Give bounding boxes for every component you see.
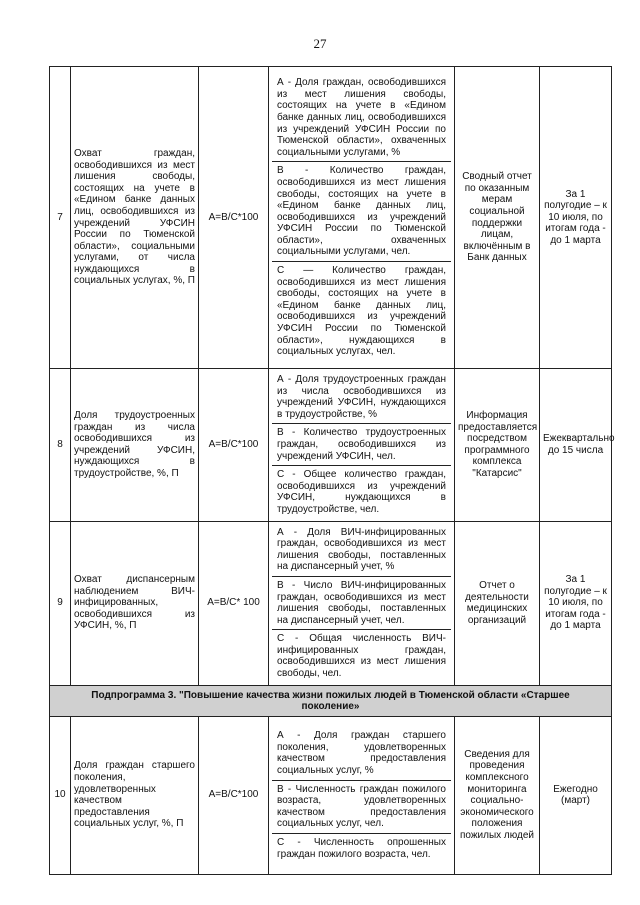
deadline: Ежегодно (март): [540, 716, 612, 874]
deadline: Ежеквартально до 15 числа: [540, 369, 612, 522]
data-source: Информация предоставляется посредством программного комплекса "Катарсис": [455, 369, 540, 522]
data-source: Сведения для проведения комплексного мониторинга социально-экономического положения пожилых людей: [455, 716, 540, 874]
table-row: [50, 67, 612, 369]
formula: А=В/С* 100: [199, 521, 269, 685]
row-number: 10: [50, 716, 71, 874]
component-a: А - Доля граждан старшего поколения, удовлетворенных качеством предоставления социальных услуг, %: [272, 727, 451, 780]
table-row: [50, 716, 612, 874]
component-b: В - Количество трудоустроенных граждан, освободившихся из учреждений УФСИН, чел.: [272, 424, 451, 466]
indicator-name: Охват диспансерным наблюдением ВИЧ-инфицированных, освободившихся из УФСИН, %, П: [71, 521, 199, 685]
component-b: В - Численность граждан пожилого возраста, удовлетворенных качеством предоставления социальных услуг, чел.: [272, 781, 451, 834]
row-number: 8: [50, 369, 71, 522]
component-c: С — Количество граждан, освободившихся из мест лишения свободы, состоящих на учете в «Едином банке данных лиц, освободившихся из учреждений УФСИН России по Тюменской области», нуждающихся в социальных услугах, чел.: [277, 265, 446, 358]
indicators-table: [49, 66, 615, 875]
component-a: А - Доля граждан, освободившихся из мест лишения свободы, состоящих на учете в «Едином банке данных лиц, освободившихся из учреждений УФСИН России по Тюменской области», охваченных социальными услугами, %: [272, 74, 451, 162]
component-c: С - Общее количество граждан, освободившихся из учреждений УФСИН, нуждающихся в трудоустройстве, чел.: [277, 469, 446, 515]
table-row: [50, 369, 612, 522]
indicator-name: Охват граждан, освободившихся из мест лишения свободы, состоящих на учете в «Едином банке данных лиц, освободившихся из учреждений УФСИН России по Тюменской области», социальными услугами, от числа нуждающихся в социальных услугах, %, П: [71, 67, 199, 369]
component-c: С - Общая численность ВИЧ-инфицированных граждан, освободившихся из мест лишения свободы, чел.: [277, 633, 446, 680]
subprogram-header-row: [50, 685, 612, 716]
formula: А=В/С*100: [199, 716, 269, 874]
indicator-name: Доля трудоустроенных граждан из числа освободившихся из учреждений УФСИН, нуждающихся в трудоустройстве, %, П: [71, 369, 199, 522]
component-b: В - Количество граждан, освободившихся из мест лишения свободы, состоящих на учете в «Едином банке данных лиц, освободившихся из учреждений УФСИН России по Тюменской области», охваченных социальными услугами, чел.: [272, 162, 451, 262]
deadline: За 1 полугодие – к 10 июля, по итогам года - до 1 марта: [540, 67, 612, 369]
formula-components: [269, 369, 455, 522]
row-number: 7: [50, 67, 71, 369]
component-b: В - Число ВИЧ-инфицированных граждан, освободившихся из мест лишения свободы, поставленных на диспансерный учет, чел.: [272, 577, 451, 630]
formula: А=В/С*100: [199, 369, 269, 522]
formula-components: [269, 716, 455, 874]
formula-components: [269, 67, 455, 369]
formula: А=В/С*100: [199, 67, 269, 369]
indicator-name: Доля граждан старшего поколения, удовлетворенных качеством предоставления социальных услуг, %, П: [71, 716, 199, 874]
component-a: А - Доля трудоустроенных граждан из числа освободившихся из учреждений УФСИН, нуждающихся в трудоустройстве, %: [272, 371, 451, 424]
data-source: Отчет о деятельности медицинских организаций: [455, 521, 540, 685]
table-row: [50, 521, 612, 685]
data-source: Сводный отчет по оказанным мерам социальной поддержки лицам, включённым в Банк данных: [455, 67, 540, 369]
component-c: С - Численность опрошенных граждан пожилого возраста, чел.: [277, 836, 446, 860]
deadline: За 1 полугодие – к 10 июля, по итогам года - до 1 марта: [540, 521, 612, 685]
formula-components: [269, 521, 455, 685]
component-a: А - Доля ВИЧ-инфицированных граждан, освободившихся из мест лишения свободы, поставленных на диспансерный учет, %: [272, 524, 451, 577]
row-number: 9: [50, 521, 71, 685]
subprogram-title: Подпрограмма 3. "Повышение качества жизни пожилых людей в Тюменской области «Старшее поколение»: [50, 685, 612, 716]
page-number: 27: [313, 36, 327, 51]
